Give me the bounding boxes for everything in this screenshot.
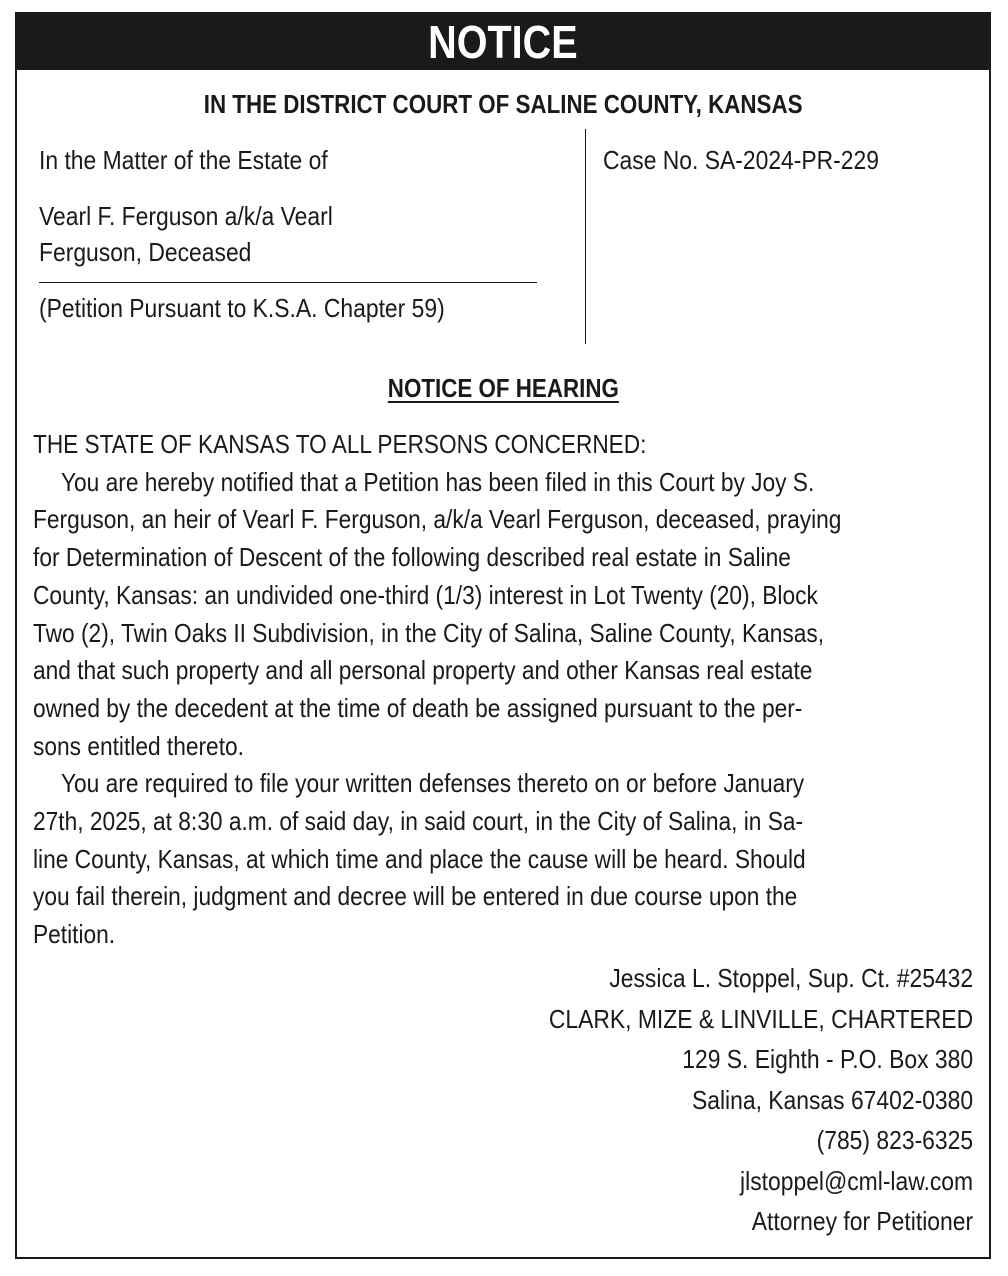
body-line: you fail therein, judgment and decree will be entered in due course upon the bbox=[33, 881, 798, 912]
body-line: Two (2), Twin Oaks II Subdivision, in the City of Salina, Saline County, Kansas, bbox=[33, 617, 825, 648]
email-address: jlstoppel@cml-law.com bbox=[739, 1165, 973, 1196]
hearing-title: NOTICE OF HEARING bbox=[387, 373, 619, 403]
body-line: owned by the decedent at the time of death be assigned pursuant to the per- bbox=[33, 692, 803, 723]
petition-statute: (Petition Pursuant to K.S.A. Chapter 59) bbox=[39, 293, 445, 323]
address-line2: Salina, Kansas 67402-0380 bbox=[691, 1084, 973, 1115]
case-number-text: Case No. SA-2024-PR-229 bbox=[603, 145, 879, 175]
address-line1: 129 S. Eighth - P.O. Box 380 bbox=[682, 1044, 973, 1074]
body-line: Petition. bbox=[33, 919, 116, 950]
caption-divider bbox=[39, 282, 537, 283]
body-line: 27th, 2025, at 8:30 a.m. of said day, in said court, in the City of Salina, in Sa- bbox=[33, 806, 804, 837]
matter-label: In the Matter of the Estate of bbox=[39, 145, 328, 175]
estate-name-line2: Ferguson, Deceased bbox=[39, 237, 252, 267]
body-line: for Determination of Descent of the following described real estate in Saline bbox=[33, 542, 791, 573]
body-line: County, Kansas: an undivided one-third (1/3) interest in Lot Twenty (20), Block bbox=[33, 579, 818, 610]
court-heading bbox=[17, 88, 989, 120]
notice-body bbox=[33, 426, 973, 954]
court-heading-text: IN THE DISTRICT COURT OF SALINE COUNTY, KANSAS bbox=[203, 89, 803, 119]
body-line: line County, Kansas, at which time and place the cause will be heard. Should bbox=[33, 843, 806, 874]
attorney-role: Attorney for Petitioner bbox=[751, 1206, 973, 1236]
signature-block bbox=[491, 958, 973, 1242]
hearing-heading bbox=[17, 372, 989, 404]
case-number bbox=[603, 142, 917, 178]
body-line: Ferguson, an heir of Vearl F. Ferguson, a/k/a Vearl Ferguson, deceased, praying bbox=[33, 504, 842, 535]
notice-frame bbox=[15, 12, 991, 1259]
notice-title: NOTICE bbox=[428, 16, 578, 68]
law-firm: CLARK, MIZE & LINVILLE, CHARTERED bbox=[548, 1003, 973, 1034]
body-line: You are required to file your written defenses thereto on or before January bbox=[60, 768, 805, 799]
notice-banner bbox=[17, 14, 989, 70]
body-line: You are hereby notified that a Petition has been filed in this Court by Joy S. bbox=[60, 466, 815, 497]
body-line: and that such property and all personal property and other Kansas real estate bbox=[33, 655, 813, 686]
body-line: sons entitled thereto. bbox=[33, 730, 244, 761]
body-line: THE STATE OF KANSAS TO ALL PERSONS CONCERNED: bbox=[33, 429, 647, 459]
attorney-name: Jessica L. Stoppel, Sup. Ct. #25432 bbox=[609, 963, 973, 993]
caption-vertical-divider bbox=[585, 129, 586, 344]
phone-number: (785) 823-6325 bbox=[816, 1125, 973, 1155]
estate-name-line1: Vearl F. Ferguson a/k/a Vearl bbox=[39, 201, 333, 231]
